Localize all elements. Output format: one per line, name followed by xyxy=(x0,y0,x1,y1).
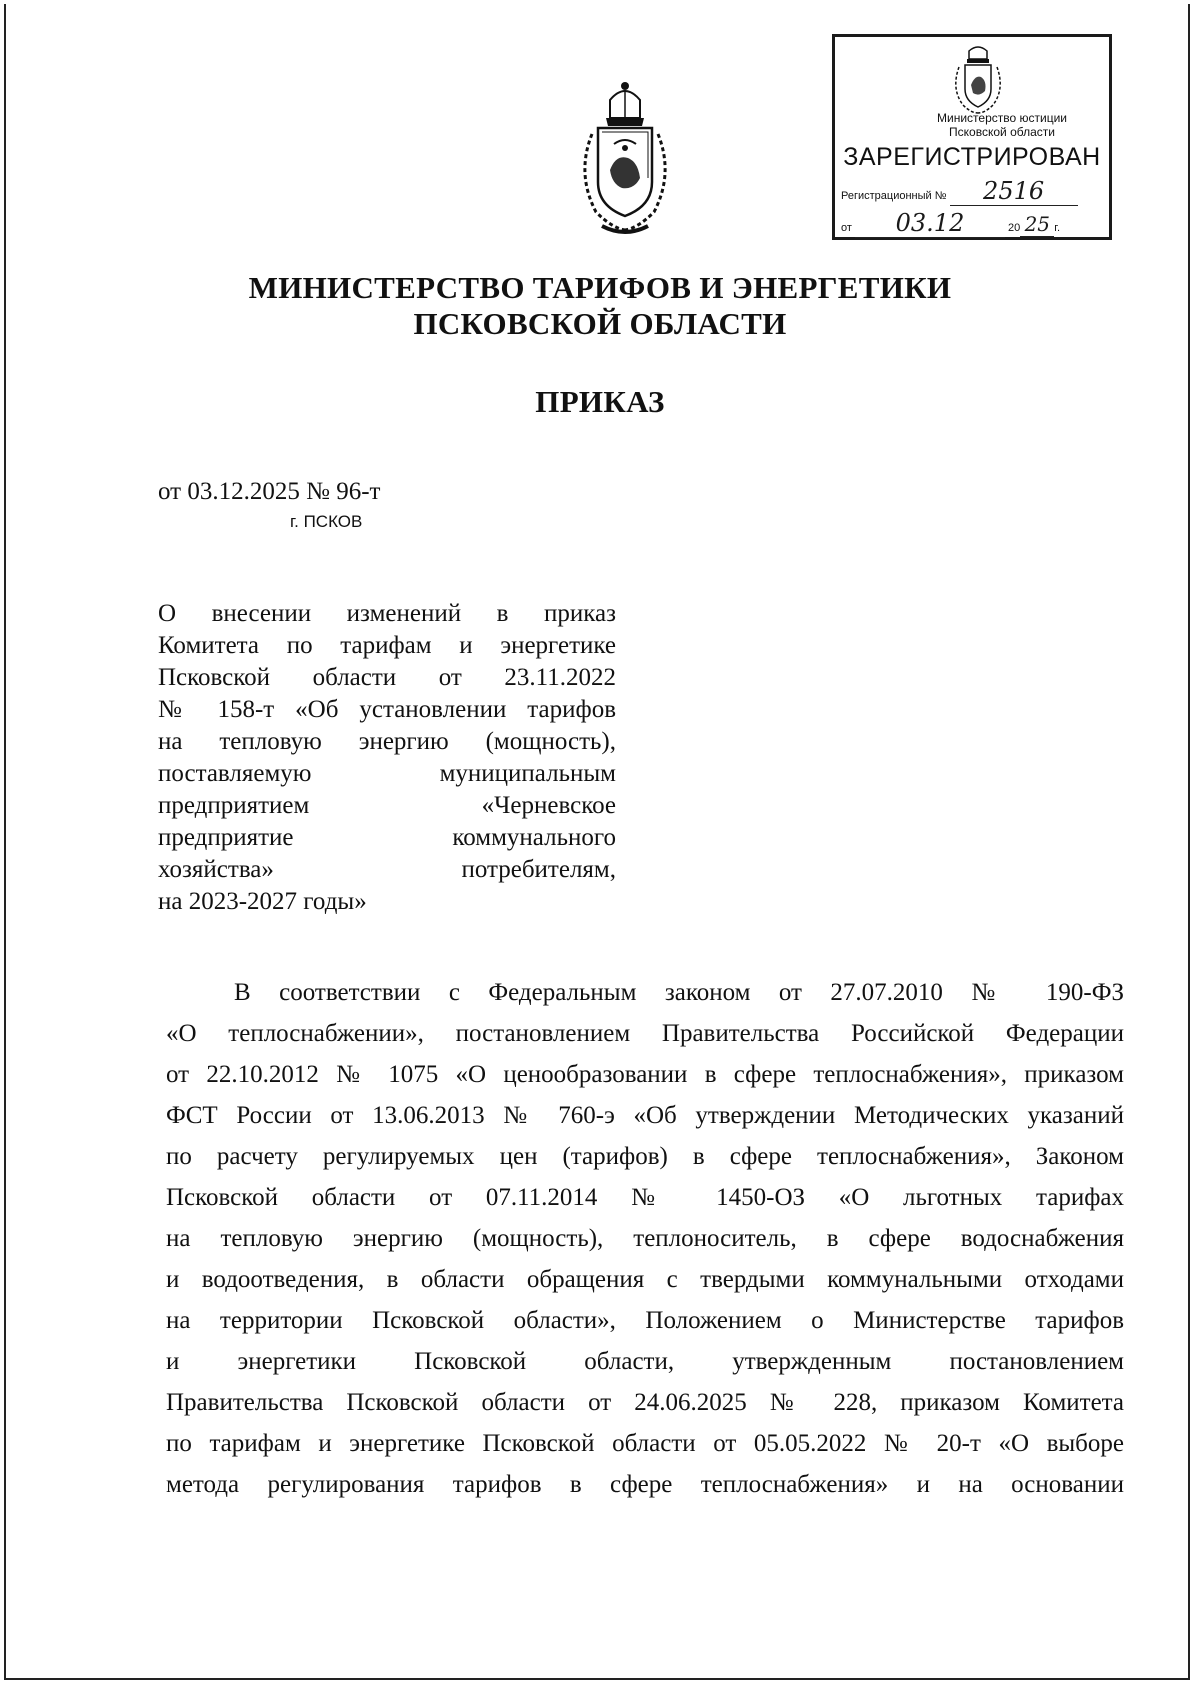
subject-line: Псковской области от 23.11.2022 xyxy=(158,664,616,691)
body-line: на тепловую энергию (мощность), теплоноситель, в сфере водоснабжения xyxy=(166,1225,1124,1252)
stamp-date-prefix: от xyxy=(841,222,852,234)
body-line: и энергетики Псковской области, утвержденным постановлением xyxy=(166,1348,1124,1375)
stamp-status: ЗАРЕГИСТРИРОВАН xyxy=(843,143,1101,171)
body-line: ФСТ России от 13.06.2013 № 760-э «Об утверждении Методических указаний xyxy=(166,1102,1124,1129)
stamp-reg-number-line xyxy=(950,177,1078,206)
stamp-ministry-line1: Министерство юстиции xyxy=(937,111,1067,125)
stamp-date-line xyxy=(855,209,1005,238)
subject-line: предприятие коммунального xyxy=(158,824,616,851)
coat-of-arms-icon xyxy=(566,78,684,240)
body-line: метода регулирования тарифов в сфере теплоснабжения» и на основании xyxy=(166,1471,1124,1498)
stamp-year-suffix: г. xyxy=(1054,222,1061,234)
body-line: Правительства Псковской области от 24.06.2025 № 228, приказом Комитета xyxy=(166,1389,1124,1416)
subject-line: Комитета по тарифам и энергетике xyxy=(158,632,616,659)
body-line: по тарифам и энергетике Псковской области от 05.05.2022 № 20-т «О выборе xyxy=(166,1430,1124,1457)
stamp-year: 25 xyxy=(1024,212,1051,236)
stamp-date: 03.12 xyxy=(895,209,965,237)
body-line: по расчету регулируемых цен (тарифов) в сфере теплоснабжения», Законом xyxy=(166,1143,1124,1170)
ministry-title-line2: ПСКОВСКОЙ ОБЛАСТИ xyxy=(413,306,787,341)
stamp-coat-of-arms-icon xyxy=(949,43,1007,115)
body-line: «О теплоснабжении», постановлением Правительства Российской Федерации xyxy=(166,1020,1124,1047)
stamp-ministry-line2: Псковской области xyxy=(949,125,1055,139)
subject-line: О внесении изменений в приказ xyxy=(158,600,616,627)
registration-stamp xyxy=(832,34,1112,240)
stamp-reg-label: Регистрационный № xyxy=(841,190,947,202)
stamp-year-line xyxy=(1020,212,1054,237)
body-line: В соответствии с Федеральным законом от 27.07.2010 № 190-ФЗ xyxy=(234,979,1124,1006)
subject-line: предприятием «Черневское xyxy=(158,792,616,819)
stamp-date-row xyxy=(841,209,1103,238)
body-line: Псковской области от 07.11.2014 № 1450-ОЗ «О льготных тарифах xyxy=(166,1184,1124,1211)
document-body-paragraph xyxy=(166,972,1124,1505)
subject-line: на тепловую энергию (мощность), xyxy=(158,728,616,755)
document-city: г. ПСКОВ xyxy=(290,512,363,531)
ministry-title-line1: МИНИСТЕРСТВО ТАРИФОВ И ЭНЕРГЕТИКИ xyxy=(248,270,952,305)
body-line: на территории Псковской области», Положением о Министерстве тарифов xyxy=(166,1307,1124,1334)
document-type-title: ПРИКАЗ xyxy=(535,384,665,419)
stamp-ministry-name xyxy=(835,111,1109,139)
document-subject xyxy=(158,598,616,918)
stamp-reg-row xyxy=(841,177,1103,206)
subject-line: на 2023-2027 годы» xyxy=(158,888,367,915)
subject-line: поставляемую муниципальным xyxy=(158,760,616,787)
document-date-number: от 03.12.2025 № 96-т xyxy=(158,478,381,505)
stamp-year-prefix: 20 xyxy=(1008,222,1021,234)
subject-line: хозяйства» потребителям, xyxy=(158,856,616,883)
stamp-reg-number: 2516 xyxy=(983,177,1045,205)
body-line: от 22.10.2012 № 1075 «О ценообразовании в сфере теплоснабжения», приказом xyxy=(166,1061,1124,1088)
subject-line: № 158-т «Об установлении тарифов xyxy=(158,696,616,723)
body-line: и водоотведения, в области обращения с твердыми коммунальными отходами xyxy=(166,1266,1124,1293)
